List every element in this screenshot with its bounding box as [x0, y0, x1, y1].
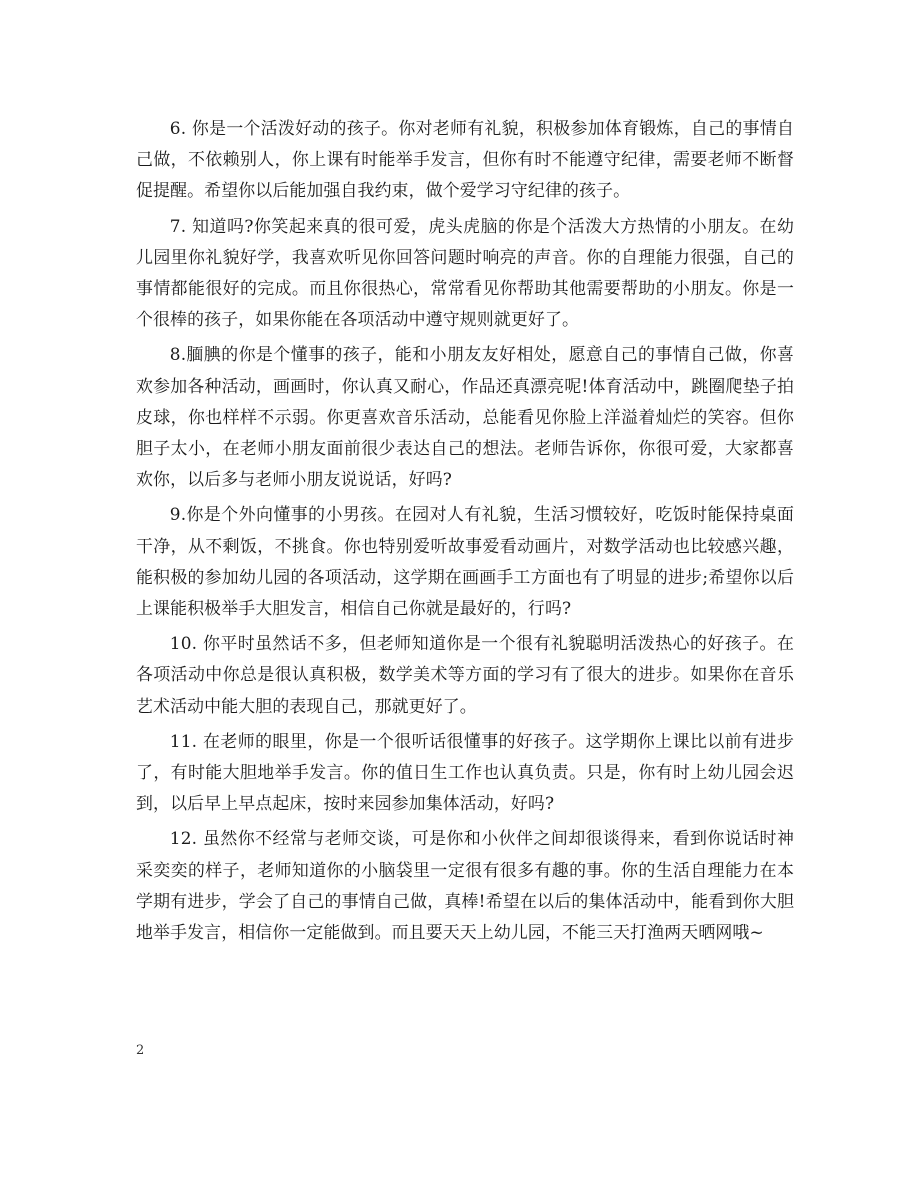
paragraph-9: 9.你是个外向懂事的小男孩。在园对人有礼貌，生活习惯较好，吃饭时能保持桌面干净，从不剩饭，不挑食。你也特别爱听故事爱看动画片，对数学活动也比较感兴趣，能积极的参加幼儿园的各项活动，这学期在画画手工方面也有了明显的进步;希望你以后上课能积极举手大胆发言，相信自己你就是最好的，行吗?	[136, 504, 794, 619]
paragraph-7: 7. 知道吗?你笑起来真的很可爱，虎头虎脑的你是个活泼大方热情的小朋友。在幼儿园里你礼貌好学，我喜欢听见你回答问题时响亮的声音。你的自理能力很强，自己的事情都能很好的完成。而且你很热心，常常看见你帮助其他需要帮助的小朋友。你是一个很棒的孩子，如果你能在各项活动中遵守规则就更好了。	[136, 215, 794, 330]
paragraph-12: 12. 虽然你不经常与老师交谈，可是你和小伙伴之间却很谈得来，看到你说话时神采奕奕的样子，老师知道你的小脑袋里一定很有很多有趣的事。你的生活自理能力在本学期有进步，学会了自己的事情自己做，真棒!希望在以后的集体活动中，能看到你大胆地举手发言，相信你一定能做到。而且要天天上幼儿园，不能三天打渔两天晒网哦~	[136, 828, 794, 943]
paragraph-11: 11. 在老师的眼里，你是一个很听话很懂事的好孩子。这学期你上课比以前有进步了，有时能大胆地举手发言。你的值日生工作也认真负责。只是，你有时上幼儿园会迟到，以后早上早点起床，按时来园参加集体活动，好吗?	[136, 730, 794, 814]
paragraph-6: 6. 你是一个活泼好动的孩子。你对老师有礼貌，积极参加体育锻炼，自己的事情自己做，不依赖别人，你上课有时能举手发言，但你有时不能遵守纪律，需要老师不断督促提醒。希望你以后能加强自我约束，做个爱学习守纪律的孩子。	[136, 118, 794, 201]
paragraph-8: 8.腼腆的你是个懂事的孩子，能和小朋友友好相处，愿意自己的事情自己做，你喜欢参加各种活动，画画时，你认真又耐心，作品还真漂亮呢!体育活动中，跳圈爬垫子拍皮球，你也样样不示弱。你更喜欢音乐活动，总能看见你脸上洋溢着灿烂的笑容。但你胆子太小，在老师小朋友面前很少表达自己的想法。老师告诉你，你很可爱，大家都喜欢你，以后多与老师小朋友说说话，好吗?	[136, 344, 794, 490]
document-body	[136, 113, 794, 952]
page-number: 2	[136, 1043, 145, 1058]
paragraph-10: 10. 你平时虽然话不多，但老师知道你是一个很有礼貌聪明活泼热心的好孩子。在各项活动中你总是很认真积极，数学美术等方面的学习有了很大的进步。如果你在音乐艺术活动中能大胆的表现自己，那就更好了。	[136, 633, 794, 716]
